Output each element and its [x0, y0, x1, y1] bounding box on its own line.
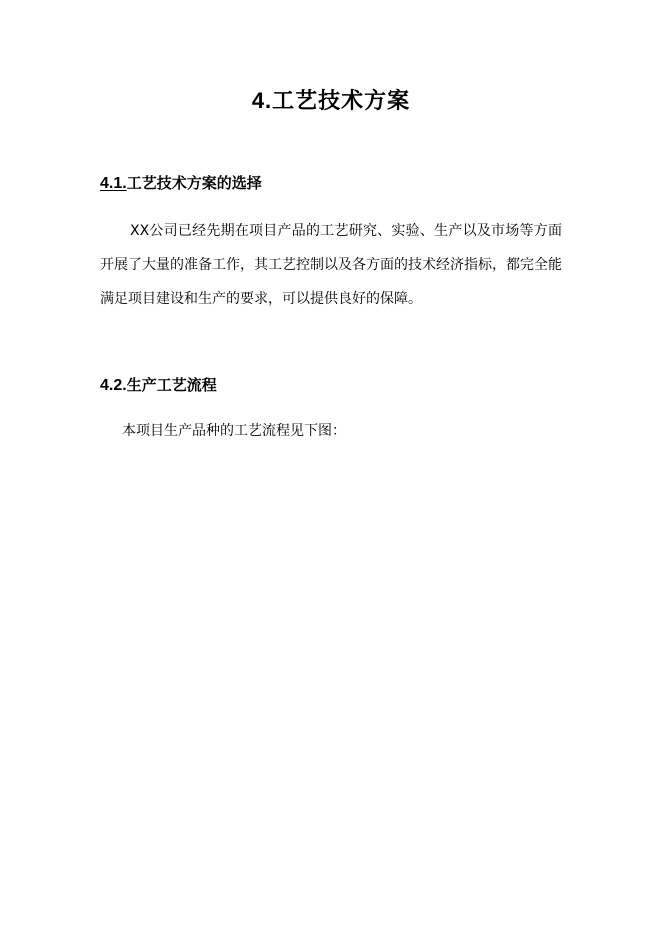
section-heading-text: 工艺技术方案的选择	[126, 174, 262, 192]
section-heading-4-2	[100, 374, 217, 395]
section-number: 4.2.	[100, 377, 127, 394]
section-number: 4.1.	[100, 175, 127, 192]
section-heading-4-1	[100, 172, 262, 193]
section-heading-text: 生产工艺流程	[126, 376, 217, 394]
section-paragraph-4-1: XX公司已经先期在项目产品的工艺研究、实验、生产以及市场等方面开展了大量的准备工作，其工艺控制以及各方面的技术经济指标，都完全能满足项目建设和生产的要求，可以提供良好的保障。	[100, 223, 562, 307]
section-paragraph-4-2: 本项目生产品种的工艺流程见下图：	[122, 423, 346, 439]
title-text: 工艺技术方案	[272, 89, 411, 114]
title-number: 4.	[251, 88, 273, 113]
document-title	[0, 84, 662, 115]
